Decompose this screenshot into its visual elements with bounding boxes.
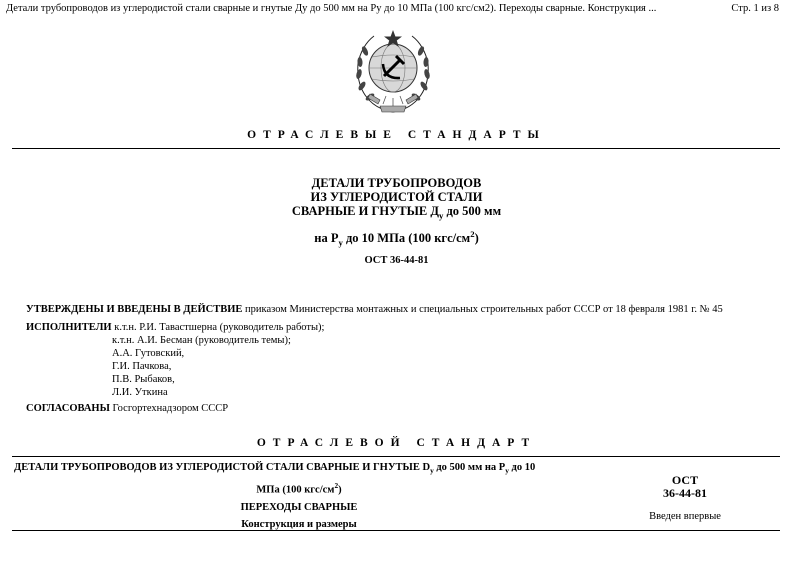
branch-standards-heading: ОТРАСЛЕВЫЕ СТАНДАРТЫ xyxy=(247,129,546,141)
agreed-line: СОГЛАСОВАНЫ Госгортехнадзором СССР xyxy=(26,403,229,414)
ussr-emblem-icon xyxy=(350,24,436,116)
executor-item: к.т.н. А.И. Бесман (руководитель темы); xyxy=(112,335,291,346)
document-code: ОСТ 36-44-81 xyxy=(364,255,429,267)
ost-label: ОСТ xyxy=(671,473,699,487)
divider-bottom xyxy=(12,530,780,531)
ost-number: 36-44-81 xyxy=(663,486,707,500)
branch-standard-heading: ОТРАСЛЕВОЙ СТАНДАРТ xyxy=(256,437,537,449)
executors-block: ИСПОЛНИТЕЛИ к.т.н. Р.И. Тавастшерна (руководитель работы); к.т.н. А.И. Бесман (руководитель темы); А.А. Гутовский, Г.И. Пачкова, П.В. Рыбаков, Л.И. Уткина xyxy=(26,322,325,398)
document-title xyxy=(0,176,793,266)
title-line-3: СВАРНЫЕ И ГНУТЫЕ $Д_у$ до 500 мм xyxy=(291,204,502,221)
standard-line-4: Конструкция и размеры xyxy=(241,518,357,530)
approved-line: УТВЕРЖДЕНЫ И ВВЕДЕНЫ В ДЕЙСТВИЕ приказом Министерства монтажных и специальных строительных работ СССР от 18 февраля 1981 г. № 45 xyxy=(26,304,723,315)
divider-middle xyxy=(12,456,780,457)
page-header-title: Детали трубопроводов из углеродистой стали сварные и гнутые Ду до 500 мм на Ру до 10 МПа (100 кгс/см2). Переходы сварные. Конструкция ... xyxy=(6,3,657,14)
divider-top xyxy=(12,148,780,149)
page-number: Стр. 1 из 8 xyxy=(731,3,779,14)
standard-line-3: ПЕРЕХОДЫ СВАРНЫЕ xyxy=(240,501,358,513)
standard-line-2: МПа (100 кгс/$см^2$) xyxy=(256,481,342,496)
title-line-1: ДЕТАЛИ ТРУБОПРОВОДОВ xyxy=(311,176,482,190)
standard-line-1: ДЕТАЛИ ТРУБОПРОВОДОВ ИЗ УГЛЕРОДИСТОЙ СТАЛИ СВАРНЫЕ И ГНУТЫЕ $D_у$ до 500 мм на $Р_у$ до 10 xyxy=(14,462,536,476)
executor-item: А.А. Гутовский, xyxy=(112,348,185,359)
standard-number-block xyxy=(615,474,755,523)
standard-title-block xyxy=(14,462,584,536)
executor-item: Л.И. Уткина xyxy=(112,387,168,398)
executor-item: П.В. Рыбаков, xyxy=(112,374,175,385)
title-line-4: на $Р_у$ до 10 МПа (100 кгс/$см^2$) xyxy=(314,228,479,248)
introduced-note: Введен впервые xyxy=(649,511,721,522)
executor-item: Г.И. Пачкова, xyxy=(112,361,172,372)
title-line-2: ИЗ УГЛЕРОДИСТОЙ СТАЛИ xyxy=(310,190,483,204)
